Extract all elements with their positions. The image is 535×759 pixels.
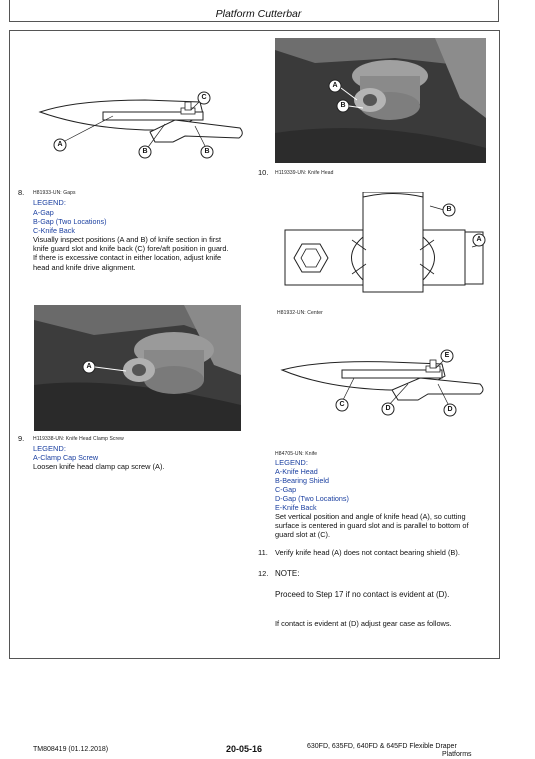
figure-caption: H119338-UN: Knife Head Clamp Screw <box>33 436 124 442</box>
legend-title: LEGEND: <box>33 198 66 207</box>
step-number: 9. <box>18 434 25 443</box>
figure-caption: H81933-UN: Gaps <box>33 190 76 196</box>
figure-caption: H81932-UN: Center <box>277 310 323 316</box>
legend-item: C-Knife Back <box>33 226 75 235</box>
center-alignment-figure <box>280 192 495 302</box>
legend-item: C-Gap <box>275 485 297 494</box>
knife-head-photo <box>275 38 486 163</box>
figure-caption: H119339-UN: Knife Head <box>275 170 334 176</box>
callout-label: D <box>447 406 453 413</box>
legend-item: A-Gap <box>33 208 54 217</box>
step-text: Verify knife head (A) does not contact bearing shield (B). <box>275 548 460 557</box>
callout-label: A <box>57 141 63 148</box>
step-text: Visually inspect positions (A and B) of knife section in first knife guard slot and knife back (C) fore/aft position in guard. If there is excessive contact in either location, adjust knife head and knife drive alignment. <box>33 235 229 272</box>
callout-label: D <box>385 405 391 412</box>
page-header-title: Platform Cutterbar <box>215 8 302 20</box>
legend-item: A-Knife Head <box>275 467 318 476</box>
note-text: Proceed to Step 17 if no contact is evident at (D). <box>275 590 450 599</box>
callout-label: C <box>201 94 207 101</box>
note-title: NOTE: <box>275 569 300 578</box>
legend-item: A-Clamp Cap Screw <box>33 453 99 462</box>
legend-title: LEGEND: <box>275 458 308 467</box>
callout-label: A <box>476 236 482 243</box>
callout-label: B <box>142 148 148 155</box>
callout-label: B <box>340 102 346 109</box>
step-number: 8. <box>18 188 25 197</box>
figure-caption: H84705-UN: Knife <box>275 451 318 457</box>
callout-label: C <box>339 401 345 408</box>
note-text: If contact is evident at (D) adjust gear case as follows. <box>275 619 452 628</box>
step-text: Loosen knife head clamp cap screw (A). <box>33 462 165 471</box>
legend-title: LEGEND: <box>33 444 66 453</box>
legend-item: E-Knife Back <box>275 503 317 512</box>
knife-gap-figure <box>35 88 255 168</box>
callout-label: A <box>332 82 338 89</box>
footer-doc-id: TM808419 (01.12.2018) <box>33 746 109 753</box>
legend-item: D-Gap (Two Locations) <box>275 494 349 503</box>
legend-item: B-Bearing Shield <box>275 476 329 485</box>
callout-label: E <box>444 352 450 359</box>
callout-label: A <box>86 363 92 370</box>
callout-label: B <box>446 206 452 213</box>
step-number: 12. <box>258 569 269 578</box>
callout-label: B <box>204 148 210 155</box>
step-number: 11. <box>258 548 268 557</box>
legend-item: B-Gap (Two Locations) <box>33 217 107 226</box>
footer-model: 630FD, 635FD, 640FD & 645FD Flexible Draper Platforms <box>307 743 472 758</box>
step-number: 10. <box>258 168 269 177</box>
knife-head-clamp-photo <box>34 305 241 431</box>
step-text: Set vertical position and angle of knife head (A), so cutting surface is centered in guard slot and is parallel to bottom of guard slot at (C). <box>275 512 469 540</box>
page-number: 20-05-16 <box>226 744 263 754</box>
